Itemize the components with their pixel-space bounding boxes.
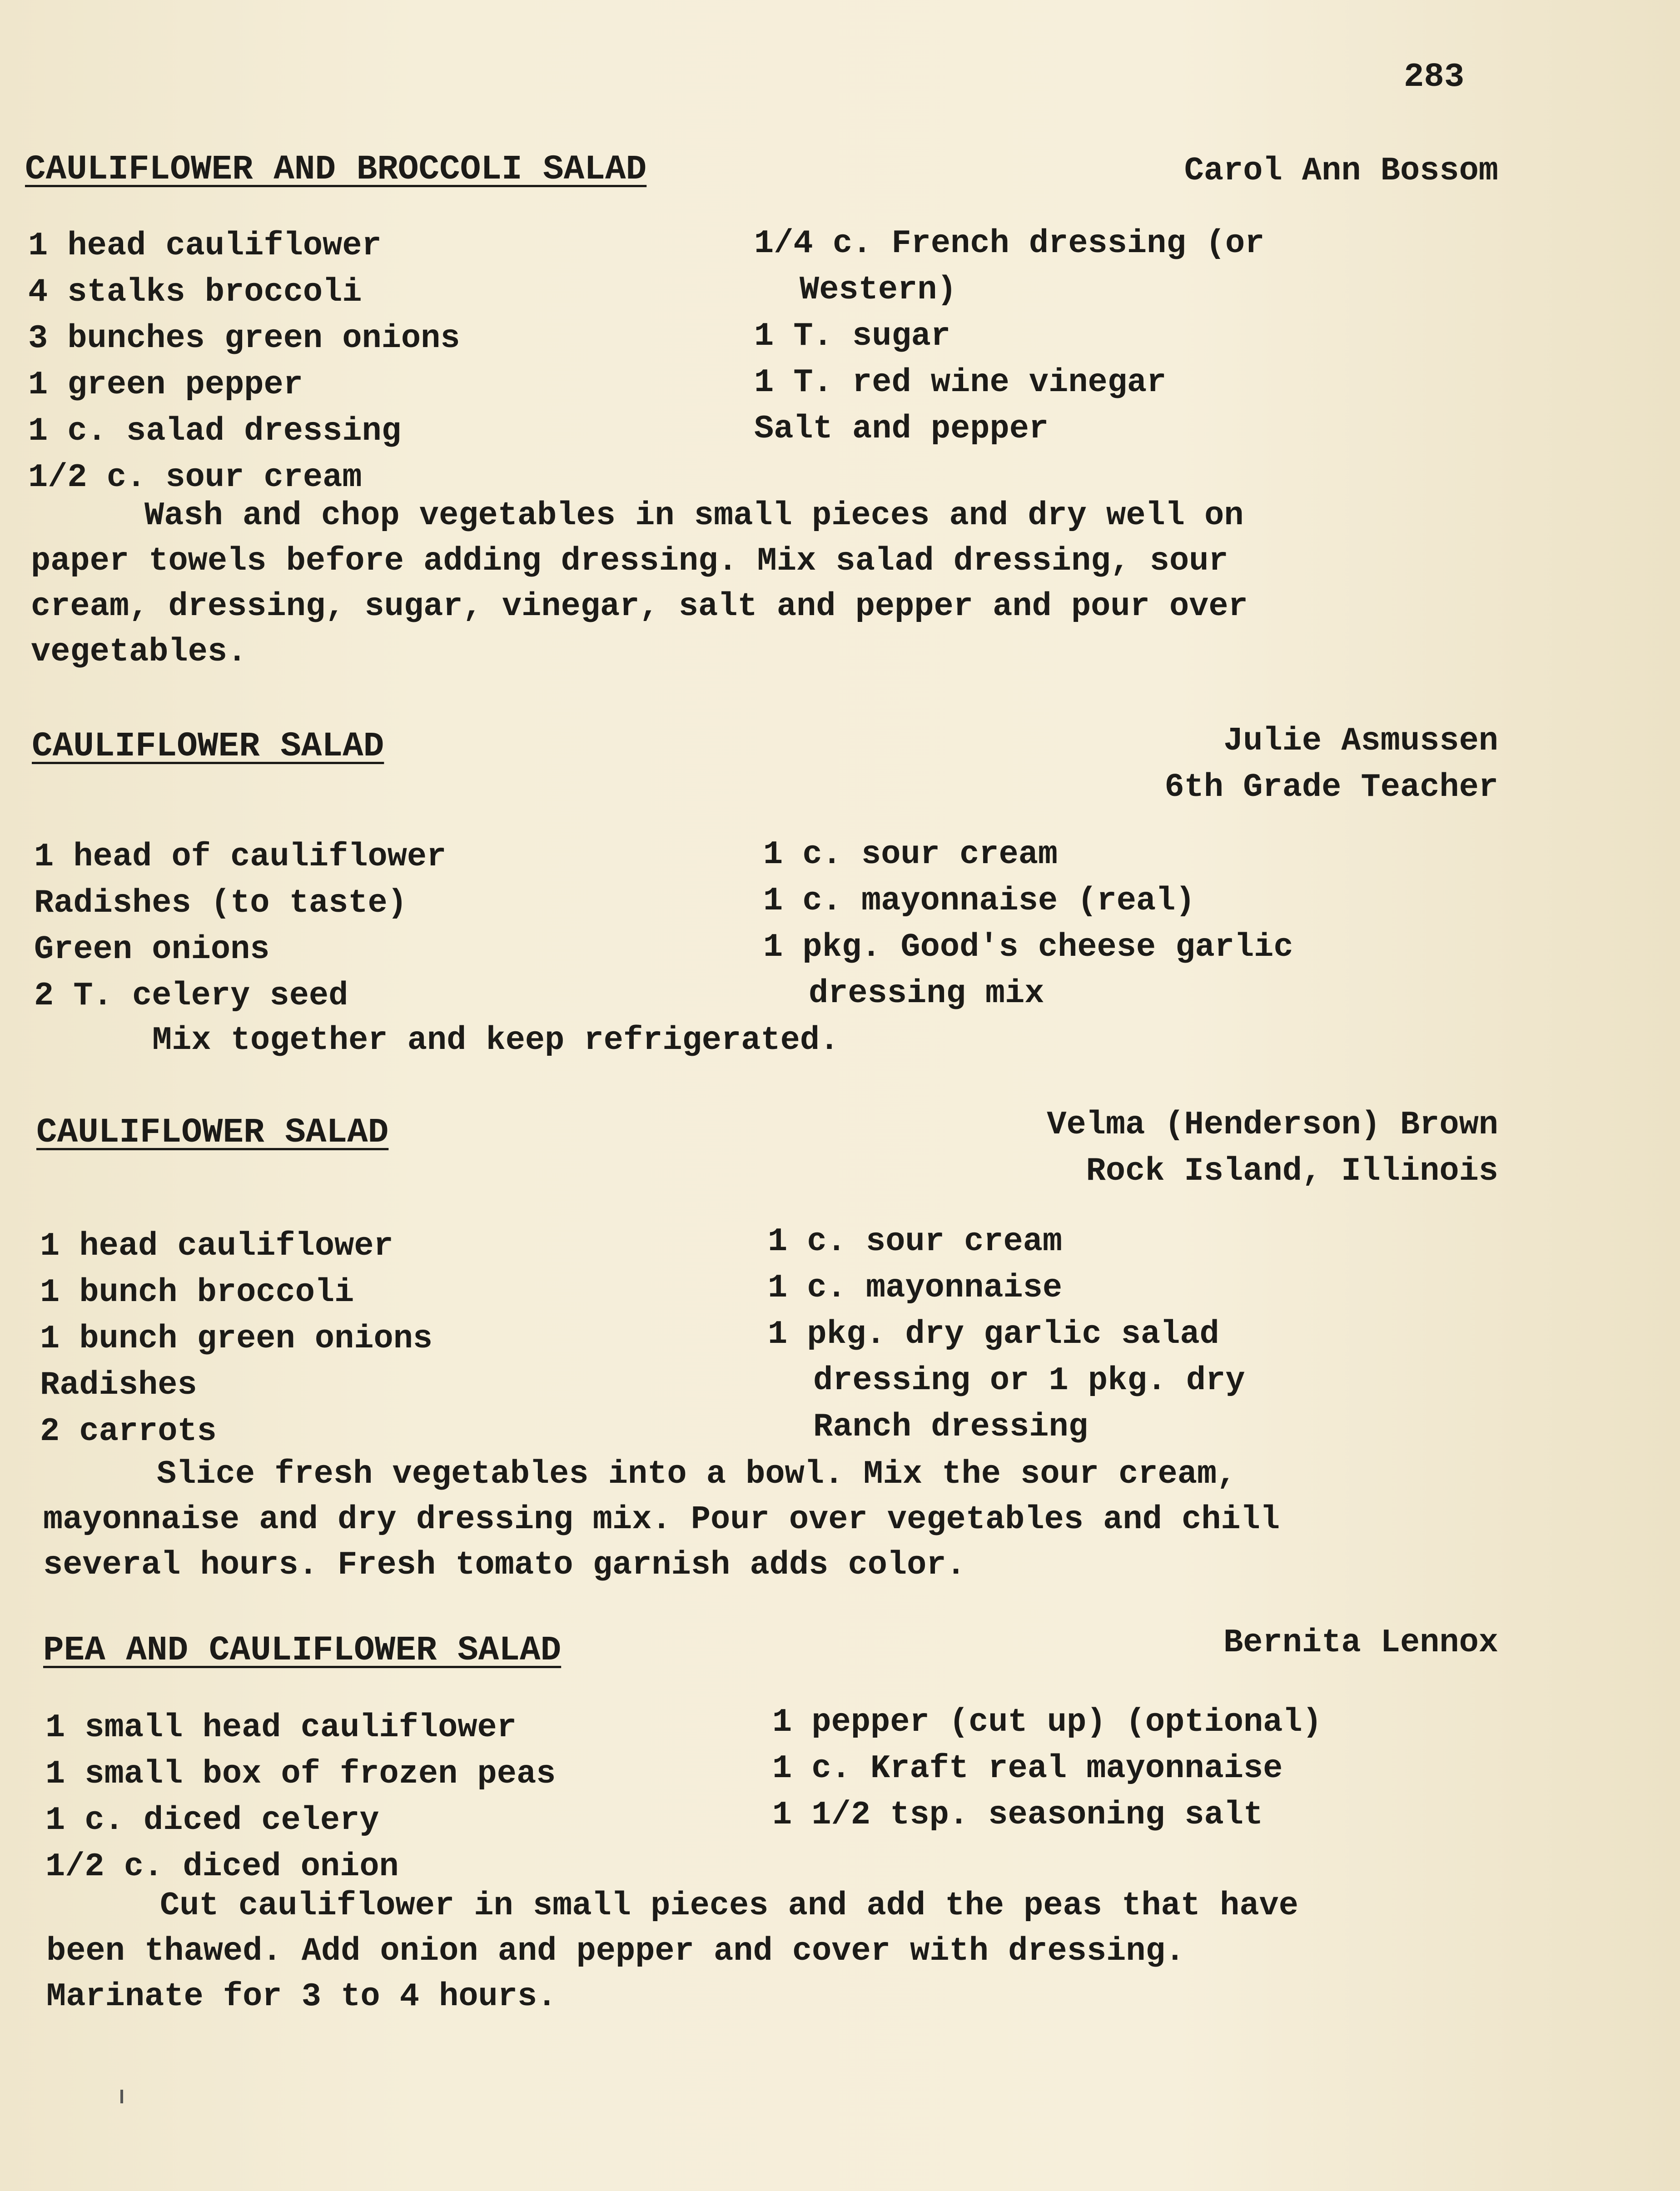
ingredient: Green onions [34,931,270,968]
ingredient: Salt and pepper [754,410,1049,447]
ingredient: 1 head of cauliflower [34,838,447,875]
instructions [31,493,1476,675]
recipe-author: Bernita Lennox [1223,1624,1498,1661]
instruction-line: Cut cauliflower in small pieces and add the peas that have [160,1887,1299,1924]
recipe-author: Velma (Henderson) Brown Rock Island, Illinois [1047,1106,1498,1190]
instruction-line: cream, dressing, sugar, vinegar, salt and pepper and pour over [31,588,1248,625]
ingredient: 1 pkg. dry garlic salad [768,1316,1219,1353]
ingredient: 1 1/2 tsp. seasoning salt [772,1796,1263,1833]
ingredient: 4 stalks broccoli [28,273,362,311]
instructions [43,1451,1488,1588]
ingredients-right [754,220,1264,452]
recipe-title: CAULIFLOWER SALAD [36,1113,389,1152]
instructions [46,1883,1491,2019]
recipe-title: PEA AND CAULIFLOWER SALAD [43,1631,562,1670]
ingredients-right [763,831,1293,1017]
ingredients-left [34,834,446,1019]
ingredient: dressing mix [809,975,1044,1012]
instruction-line: Marinate for 3 to 4 hours. [46,1978,557,2015]
ingredient: 1/2 c. diced onion [45,1848,399,1885]
ingredient: Ranch dressing [813,1408,1088,1446]
ingredient: 1 T. sugar [754,318,951,355]
ingredient: 1/2 c. sour cream [28,459,362,496]
instruction-line: Slice fresh vegetables into a bowl. Mix the sour cream, [157,1456,1237,1493]
ingredient: 1 bunch broccoli [40,1274,354,1311]
ingredient: 1 head cauliflower [40,1227,393,1265]
ingredients-left [40,1223,432,1455]
ingredient: Radishes [40,1366,197,1404]
instruction-line: paper towels before adding dressing. Mix salad dressing, sour [31,542,1228,580]
ingredient: 1 green pepper [28,366,303,403]
ingredient: dressing or 1 pkg. dry [813,1362,1245,1399]
ingredient: 1 head cauliflower [28,227,382,264]
recipe-title: CAULIFLOWER AND BROCCOLI SALAD [25,150,647,189]
ingredient: 1 bunch green onions [40,1320,433,1357]
ingredients-right [772,1699,1322,1838]
ingredient: Western) [800,271,957,308]
ingredient: 1 pkg. Good's cheese garlic [763,929,1293,966]
instruction-line: Mix together and keep refrigerated. [152,1022,840,1059]
ingredient: 1 small head cauliflower [45,1709,517,1746]
ingredient: 3 bunches green onions [28,320,460,357]
instruction-line: Wash and chop vegetables in small pieces and dry well on [144,497,1244,534]
ingredient: 1 c. sour cream [763,836,1058,873]
ingredient: Radishes (to taste) [34,884,407,922]
ingredient: 1 small box of frozen peas [45,1755,556,1793]
recipe-title: CAULIFLOWER SALAD [32,727,384,766]
ingredient: 1 T. red wine vinegar [754,364,1167,401]
ingredient: 1 c. mayonnaise (real) [763,882,1195,919]
instructions [34,1018,1479,1063]
ingredient: 1/4 c. French dressing (or [754,225,1265,262]
ingredient: 1 c. salad dressing [28,412,401,450]
instruction-line: been thawed. Add onion and pepper and cover with dressing. [46,1933,1185,1970]
recipe-author: Carol Ann Bossom [1184,152,1498,189]
ingredient: 2 carrots [40,1413,217,1450]
recipe-author: Julie Asmussen 6th Grade Teacher [1164,722,1498,806]
stray-mark [120,2090,123,2103]
instruction-line: several hours. Fresh tomato garnish adds color. [43,1546,966,1584]
ingredients-left [45,1704,556,1890]
ingredient: 1 c. sour cream [768,1223,1063,1260]
instruction-line: vegetables. [31,633,247,671]
page-number: 283 [1404,58,1465,96]
ingredients-right [768,1218,1245,1450]
ingredient: 1 c. mayonnaise [768,1269,1063,1307]
ingredient: 1 pepper (cut up) (optional) [772,1704,1322,1741]
ingredient: 2 T. celery seed [34,977,348,1014]
ingredients-left [28,223,460,501]
ingredient: 1 c. Kraft real mayonnaise [772,1750,1283,1787]
ingredient: 1 c. diced celery [45,1802,379,1839]
instruction-line: mayonnaise and dry dressing mix. Pour over vegetables and chill [43,1501,1280,1538]
